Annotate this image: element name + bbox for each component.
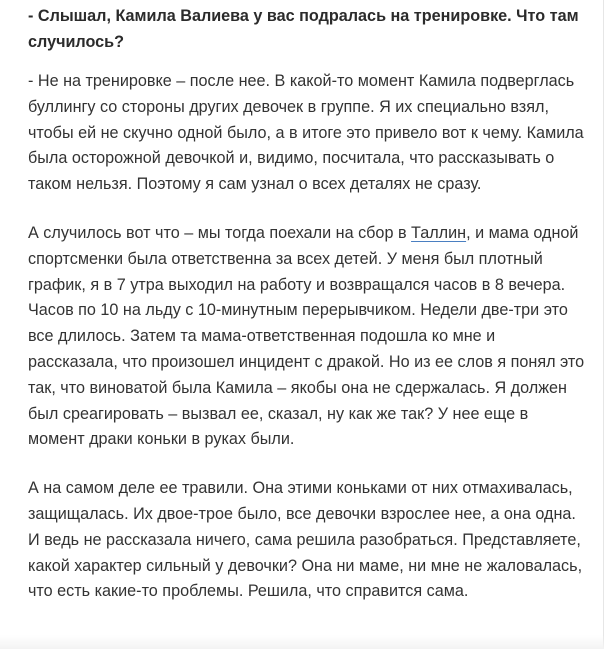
answer-paragraph-1: - Не на тренировке – после нее. В какой-то момент Камила подверглась буллингу со стороны других девочек в группе. Я их специально взял, чтобы ей не скучно одной было, а в итоге это привело вот к чему. Камила была осторожной девочкой и, видимо, посчитала, что рассказывать о таком нельзя. Поэтому я сам узнал о всех деталях не сразу. [28, 72, 584, 194]
bottom-fade [0, 635, 604, 649]
tallinn-link[interactable]: Таллин [411, 223, 467, 242]
interview-question: - Слышал, Камила Валиева у вас подралась на тренировке. Что там случилось? [28, 7, 579, 51]
article-body [28, 0, 588, 605]
answer-paragraph-3: А на самом деле ее травили. Она этими коньками от них отмахивалась, защищалась. Их двое-трое было, все девочки взрослее нее, а она одна. И ведь не рассказала ничего, сама решила разобраться. Представляете, какой характер сильный у девочки? Она ни маме, ни мне не жаловалась, что есть какие-то проблемы. Решила, что справится сама. [28, 479, 583, 601]
paragraph-2-text-end: , и мама одной спортсменки была ответственна за всех детей. У меня был плотный график, я в 7 утра выходил на работу и возвращался часов в 8 вечера. Часов по 10 на льду с 10-минутным перерывчиком. Недели две-три это все длилось. Затем та мама-ответственная подошла ко мне и рассказала, что произошел инцидент с дракой. Но из ее слов я понял это так, что виноватой была Камила – якобы она не сдержалась. Я должен был среагировать – вызвал ее, сказал, ну как же так? У нее еще в момент драки коньки в руках были. [28, 223, 585, 449]
paragraph-2-text-start: А случилось вот что – мы тогда поехали на сбор в [28, 223, 412, 242]
answer-paragraph-2 [28, 221, 588, 453]
